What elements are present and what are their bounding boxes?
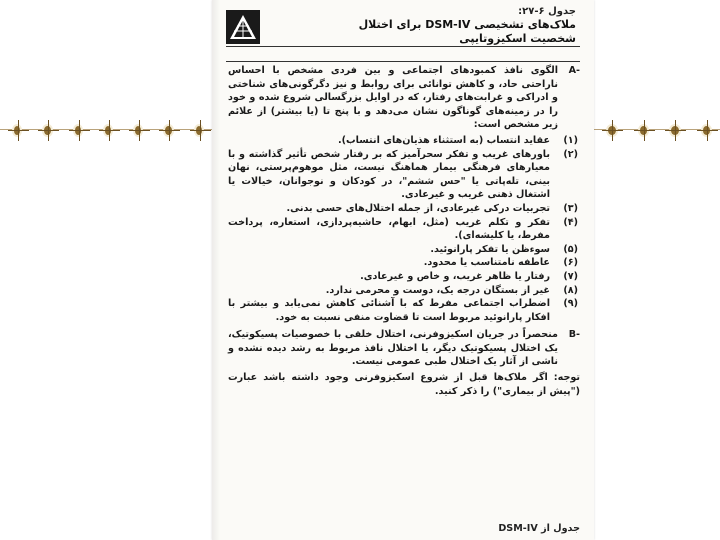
item-number: (۲) bbox=[563, 148, 578, 160]
item-number: (۳) bbox=[563, 202, 578, 214]
criterion-item bbox=[228, 202, 580, 216]
criterion-a bbox=[228, 64, 580, 132]
decorative-dotted-rule-left bbox=[0, 119, 212, 141]
ornament-dot-icon bbox=[196, 126, 202, 135]
item-number: (۸) bbox=[563, 284, 578, 296]
note-text: توجه: اگر ملاک‌ها قبل از شروع اسکیزوفرنی وجود داشته باشد عبارت ("پیش از بیماری") را ذکر کنید. bbox=[228, 372, 580, 397]
item-text: تجربیات درکی غیرعادی، از جمله اختلال‌های حسی بدنی. bbox=[286, 202, 550, 214]
ornament-dot-icon bbox=[165, 126, 171, 135]
item-text: عاطفه نامتناسب یا محدود. bbox=[423, 257, 550, 269]
item-number: (۹) bbox=[563, 298, 578, 310]
criterion-item bbox=[228, 270, 580, 284]
table-caption: جدول ۶-۲۷: bbox=[518, 6, 576, 17]
table-title-line-2: شخصیت اسکیزوتایپی bbox=[459, 32, 576, 45]
item-text: اضطراب اجتماعی مفرط که با آشنائی کاهش نمی‌یابد و بیشتر با افکار پارانوئید مربوط است تا قضاوت منفی نسبت به خود. bbox=[228, 298, 550, 323]
criterion-label: A- bbox=[568, 65, 580, 76]
ornament-dot-icon bbox=[640, 126, 648, 135]
item-number: (۶) bbox=[563, 257, 578, 269]
criterion-item bbox=[228, 297, 580, 324]
item-number: (۵) bbox=[563, 243, 578, 255]
criteria-body bbox=[228, 64, 580, 398]
criterion-text: منحصراً در جریان اسکیزوفرنی، اختلال خلقی با خصوصیات پسیکوتیک، یک اختلال پسیکوتیک دیگر، یا اختلال نافذ مربوط به رشد دیده نشده و ناشی از آثار یک اختلال طبی عمومی نیست. bbox=[228, 329, 558, 368]
scanned-document-page bbox=[212, 0, 594, 540]
decorative-dotted-rule-right bbox=[594, 119, 720, 141]
criterion-item bbox=[228, 284, 580, 298]
ornament-dot-icon bbox=[14, 126, 20, 135]
ornament-dot-icon bbox=[703, 126, 711, 135]
item-number: (۱) bbox=[563, 134, 578, 146]
criterion-text: الگوی نافذ کمبودهای اجتماعی و بین فردی مشخص با احساس ناراحتی حاد، و کاهش توانائی برای روابط و نیز دگرگونی‌های شناختی و ادراکی و غرابت‌های رفتار، که در اوایل بزرگسالی شروع شده و خود را در زمینه‌های گوناگون نشان می‌دهد و با پنج تا (یا بیشتر) از علائم زیر مشخص است: bbox=[228, 65, 558, 131]
item-number: (۷) bbox=[563, 270, 578, 282]
ornament-dot-icon bbox=[135, 126, 141, 135]
criterion-item bbox=[228, 256, 580, 270]
table-source: جدول از DSM-IV bbox=[498, 523, 580, 534]
item-text: باورهای غریب و تفکر سحرآمیز که بر رفتار شخص تأثیر گذاشته و با معیارهای فرهنگی بیمار هماهنگ نیست، مثل موهوم‌پرستی، نهان بینی، تله‌پاتی یا "حس ششم"، در کودکان و نوجوانان، خیالات یا اشتغال ذهنی غریب و غیرعادی. bbox=[228, 148, 550, 201]
criterion-item bbox=[228, 148, 580, 202]
item-number: (۴) bbox=[563, 216, 578, 228]
criterion-b bbox=[228, 328, 580, 369]
table-header bbox=[246, 6, 576, 46]
table-title-line-1: ملاک‌های تشخیصی DSM-IV برای اختلال bbox=[358, 18, 576, 31]
item-text: عقاید انتساب (به استثناء هذیان‌های انتساب). bbox=[338, 134, 550, 146]
criterion-item bbox=[228, 243, 580, 257]
criterion-item bbox=[228, 134, 580, 148]
ornament-dot-icon bbox=[105, 126, 111, 135]
ornament-dot-icon bbox=[44, 126, 50, 135]
criterion-label: B- bbox=[568, 329, 580, 341]
ornament-dot-icon bbox=[671, 126, 679, 135]
item-text: تفکر و تکلم غریب (مثل، ابهام، حاشیه‌پردازی، استعاره، پرداخت مفرط، یا کلیشه‌ای). bbox=[228, 216, 550, 242]
item-text: رفتار یا ظاهر غریب، و خاص و غیرعادی. bbox=[360, 270, 550, 282]
ornament-dot-icon bbox=[608, 126, 616, 135]
criterion-item bbox=[228, 216, 580, 243]
item-text: غیر از بستگان درجه یک، دوست و محرمی ندارد. bbox=[325, 284, 550, 296]
header-rule bbox=[226, 46, 580, 47]
ornament-dot-icon bbox=[75, 126, 81, 135]
header-rule bbox=[226, 61, 580, 62]
item-text: سوءظن یا تفکر پارانوئید. bbox=[430, 243, 550, 255]
